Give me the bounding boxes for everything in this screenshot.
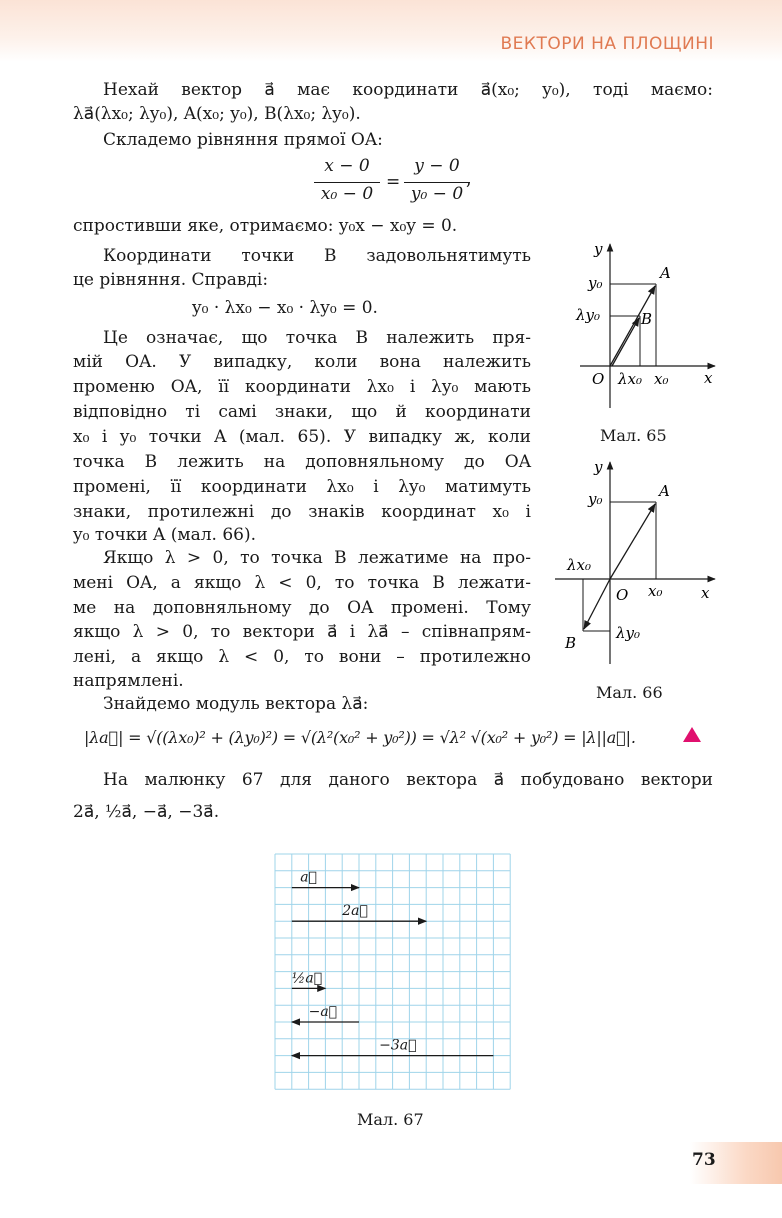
label-lambda-x0: λx₀: [567, 556, 591, 574]
label-y0: y₀: [588, 490, 603, 508]
label-O: O: [592, 370, 605, 388]
text-line: відповідно ті самі знаки, що й координати: [73, 402, 531, 422]
figure-65: [560, 238, 720, 418]
vector-OA: [610, 504, 655, 579]
fraction-bar: [314, 182, 380, 183]
text-line: Координати точки B задовольнятимуть: [103, 246, 531, 266]
end-of-proof-triangle-icon: [683, 727, 701, 742]
page-number: 73: [692, 1150, 716, 1170]
modulus-formula: |λa⃗| = √((λx₀)² + (λy₀)²) = √(λ²(x₀² + y₀²)) = √λ² √(x₀² + y₀²) = |λ||a⃗|.: [84, 728, 636, 747]
text-line: знаки, протилежні до знаків координат x₀ і: [73, 502, 531, 522]
figure-65-caption: Мал. 65: [600, 426, 667, 445]
figure-67: [273, 853, 515, 1093]
label-y: y: [594, 240, 603, 258]
text-line: променю OA, її координати λx₀ і λy₀ мають: [73, 377, 531, 397]
fraction-denominator: x₀ − 0: [320, 184, 374, 204]
label-B: B: [565, 634, 577, 652]
text-line: мій OA. У випадку, коли вона належить: [73, 352, 531, 372]
text-line: напрямлені.: [73, 671, 184, 691]
label-lambda-x0: λx₀: [618, 370, 642, 388]
vector-OB: [584, 579, 610, 629]
label-A: A: [660, 264, 671, 282]
vector-label: a⃗: [300, 869, 317, 886]
vector-label: −a⃗: [308, 1004, 338, 1020]
text-line: це рівняння. Справді:: [73, 270, 269, 290]
text-line: Знайдемо модуль вектора λa⃗:: [103, 694, 369, 714]
label-x0: x₀: [654, 370, 669, 388]
figure-67-caption: Мал. 67: [357, 1110, 424, 1129]
text-line: мені OA, а якщо λ < 0, то точка B лежати-: [73, 573, 531, 593]
vector-label: 2a⃗: [342, 903, 368, 920]
text-line: лені, а якщо λ < 0, то вони – протилежно: [73, 647, 531, 667]
text-line: λa⃗(λx₀; λy₀), A(x₀; y₀), B(λx₀; λy₀).: [73, 104, 361, 124]
equation-line: y₀ · λx₀ − x₀ · λy₀ = 0.: [192, 298, 378, 318]
text-line: 2a⃗, ½a⃗, −a⃗, −3a⃗.: [73, 802, 220, 822]
fraction-numerator: x − 0: [324, 156, 370, 176]
label-B: B: [641, 310, 653, 328]
label-x0: x₀: [648, 582, 663, 600]
text-line: якщо λ > 0, то вектори a⃗ і λa⃗ – співнапрям-: [73, 622, 531, 642]
equals-sign: =: [386, 172, 401, 192]
text-line: На малюнку 67 для даного вектора a⃗ побудовано вектори: [103, 770, 713, 790]
vector-OB: [612, 318, 639, 366]
text-line: Складемо рівняння прямої OA:: [103, 130, 383, 150]
fraction-numerator: y − 0: [414, 156, 460, 176]
text-line: Нехай вектор a⃗ має координати a⃗(x₀; y₀), тоді маємо:: [103, 80, 713, 100]
text-line: Якщо λ > 0, то точка B лежатиме на про-: [103, 548, 531, 568]
label-O: O: [616, 586, 629, 604]
running-header: ВЕКТОРИ НА ПЛОЩИНІ: [500, 34, 714, 54]
vector-label: ½a⃗: [291, 970, 323, 987]
label-x: x: [701, 584, 710, 602]
text-line: Це означає, що точка B належить пря-: [103, 328, 531, 348]
text-line: точка B лежить на доповняльному до OA: [73, 452, 531, 472]
label-A: A: [659, 482, 670, 500]
label-y0: y₀: [588, 274, 603, 292]
vector-label: −3a⃗: [379, 1037, 417, 1054]
text-line: y₀ точки A (мал. 66).: [73, 525, 257, 545]
label-lambda-y0: λy₀: [616, 624, 640, 642]
figure-66: [555, 456, 725, 668]
text-line: ме на доповняльному до OA промені. Тому: [73, 598, 531, 618]
text-line: x₀ і y₀ точки A (мал. 65). У випадку ж, коли: [73, 427, 531, 447]
label-y: y: [594, 458, 603, 476]
label-x: x: [704, 369, 713, 387]
text-line: промені, її координати λx₀ і λy₀ матимуть: [73, 477, 531, 497]
label-lambda-y0: λy₀: [576, 306, 600, 324]
fraction-bar: [404, 182, 470, 183]
comma: ,: [466, 170, 472, 190]
text-line: спростивши яке, отримаємо: y₀x − x₀y = 0.: [73, 216, 458, 236]
fraction-denominator: y₀ − 0: [410, 184, 464, 204]
figure-66-caption: Мал. 66: [596, 683, 663, 702]
